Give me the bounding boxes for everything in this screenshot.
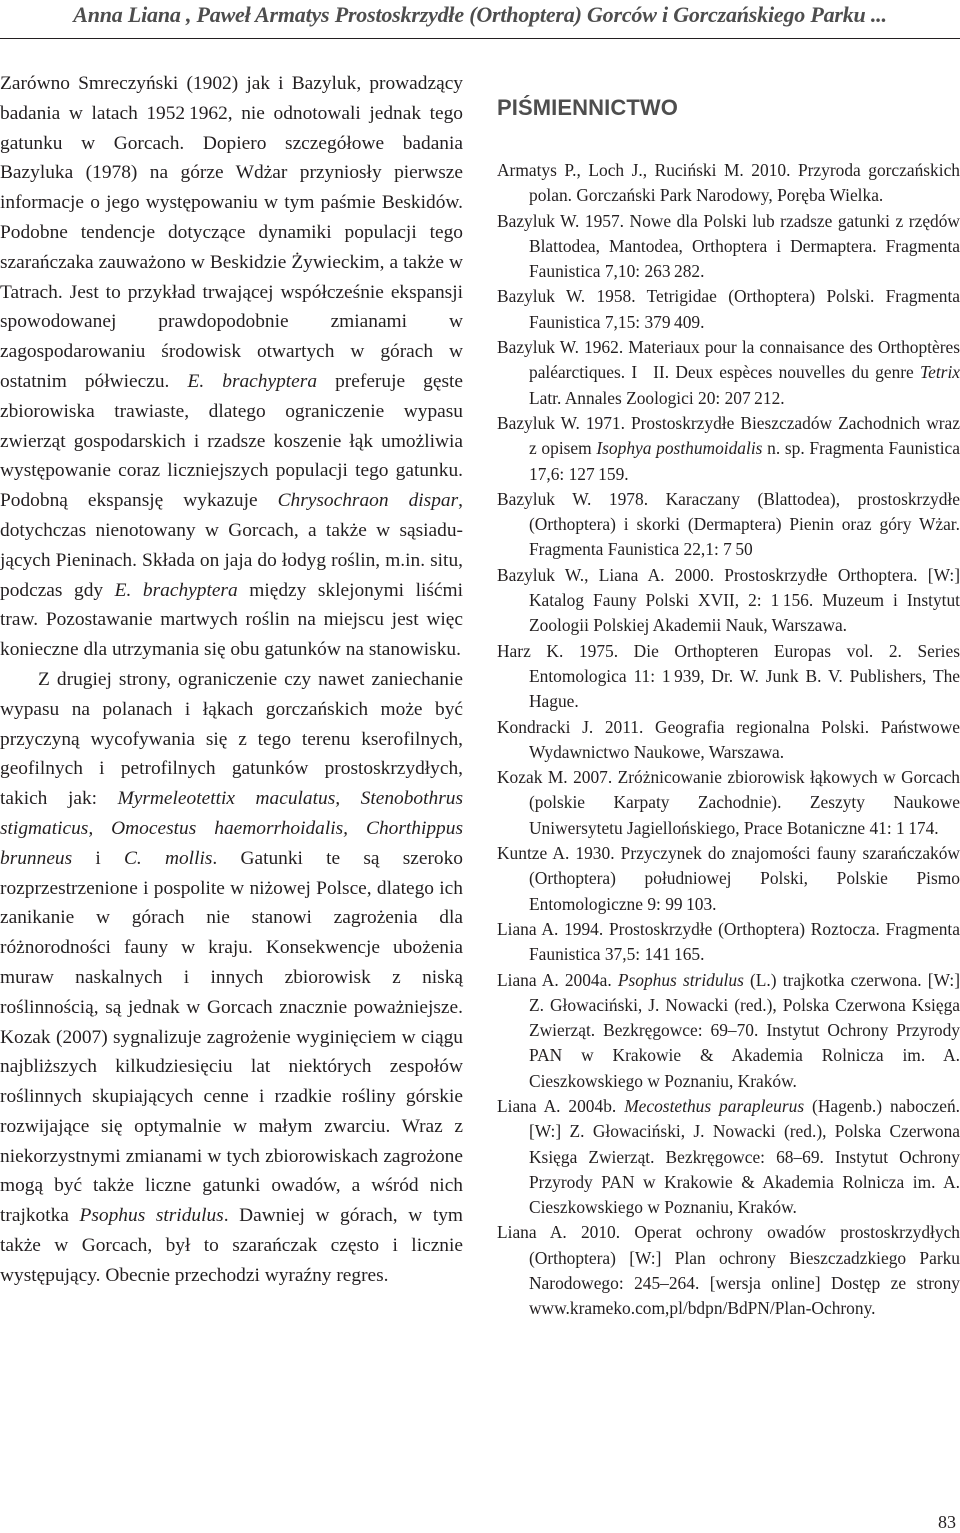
reference-text: Bazyluk W. 1971. Prostoskrzydłe Bieszczadów Zachodnich wraz z opisem: [497, 412, 960, 459]
reference-item: [497, 917, 960, 968]
paragraph-text: Zarówno Smreczyński (1902) jak i Bazyluk, prowadzący badania w latach 1952 1962, nie odnotowali jednak tego gatunku w Gorcach. Dopiero szczegółowe badania Bazyluka (1978) na górze Wdżar przyniosły pierwsze informacje o jego występowaniu w tym paśmie Beskidów. Podobne tendencje dotyczące dynamiki populacji tego szarańczaka zauważono w Beskidzie Żywieckim, a także w Tatrach. Jest to przykład trwającej współcześnie ekspansji spowodowanej prawdopodobnie zmianami w zagospodarowaniu środowisk otwartych w górach w ostatnim półwieczu.: [0, 73, 463, 392]
reference-text: Kozak M. 2007. Zróżnicowanie zbiorowisk łąkowych w Gorcach (polskie Karpaty Zachodnie). Zeszyty Naukowe Uniwersytetu Jagiellońskiego, Prace Botaniczne 41: 1 174.: [497, 767, 960, 838]
reference-text: Liana A. 2010. Operat ochrony owadów prostoskrzydłych (Orthoptera) [W:] Plan ochrony Bieszczadzkiego Parku Narodowego: 245–264. [wersja online] Dostęp ze strony www.krameko.com,pl/bdpn/BdPN/​Plan-Ochrony.: [497, 1222, 960, 1319]
paragraph-text: między sklejonymi liśćmi traw. Pozostawanie martwych roślin na miejscu jest więc konieczne dla utrzymania się obu gatunków na stanowisku.: [0, 579, 463, 661]
reference-text: Bazyluk W. 1958. Tetrigidae (Orthoptera) Polski. Fragmenta Faunistica 7,15: 379 409.: [497, 286, 960, 332]
paragraph-text: preferuje gęste zbiorowiska trawiaste, dlatego ograniczenie wypasu zwierząt gospodarskich i rzadsze koszenie łąk umożliwia występowanie coraz liczniejszych populacji tego gatunku. Podobną ekspansję wykazuje: [0, 370, 463, 512]
reference-item: [497, 1220, 960, 1321]
header-rule: [0, 38, 960, 39]
main-text-column: [0, 69, 463, 1291]
reference-italic: Psophus stridulus: [617, 969, 744, 990]
reference-text: Bazyluk W. 1978. Karaczany (Blattodea), prostoskrzydłe (Orthoptera) i skorki (Dermaptera) Pienin oraz góry Wżar. Fragmenta Faunistica 22,1: 7 50: [497, 488, 960, 560]
reference-text: Bazyluk W. 1962. Materiaux pour la connaisance des Orthoptères paléarctiques. I II. Deux espèces nouvelles du genre: [497, 337, 960, 383]
reference-text: Harz K. 1975. Die Orthopteren Europas vol. 2. Series Entomologica 11: 1 939, Dr. W. Junk B. V. Publishers, The Hague.: [497, 640, 960, 712]
reference-text: (L.) trajkotka czerwona. [W:] Z. Głowaciński, J. Nowacki (red.), Polska Czerwona Księga Zwierząt. Bezkręgowce: 69–70. Instytut Ochrony Przyrody PAN w Krakowie & Akademia Rolnicza im. A. Cieszkowskiego w Poznaniu, Kraków.: [529, 969, 960, 1091]
reference-italic: Isophya posthumoidalis: [596, 438, 763, 459]
reference-item: [497, 639, 960, 715]
species-name: Myrmeleotettix maculatus, Stenobothrus stigmaticus, Omocestus haemorrhoidalis, Chorthippus brunneus: [0, 788, 463, 869]
running-head: Anna Liana , Paweł Armatys Prostoskrzydłe (Orthoptera) Gorców i Gorczańskiego Parku ...: [73, 2, 887, 27]
reference-text: (Hagenb.) naboczeń. [W:] Z. Głowaciński, J. Nowacki (red.), Polska Czerwona Księga Zwierząt. Bezkręgowce: 68–69. Instytut Ochrony Przyrody PAN w Krakowie & Akademia Rolnicza im. A. Cieszkowskiego w Poznaniu, Kraków.: [529, 1095, 960, 1218]
species-name: C. mollis: [124, 847, 213, 869]
page-number: 83: [938, 1512, 956, 1532]
reference-item: [497, 841, 960, 917]
reference-item: [497, 335, 960, 411]
species-name: E. brachyptera: [114, 579, 238, 601]
reference-item: [497, 209, 960, 285]
species-name: E. brachyptera: [187, 370, 318, 392]
reference-text: n. sp. Fragmenta Faunistica 17,6: 127 159.: [529, 438, 960, 484]
body-paragraph: [0, 69, 463, 665]
reference-text: Armatys P., Loch J., Ruciński M. 2010. Przyroda gorczańskich polan. Gorczański Park Narodowy, Poręba Wielka.: [497, 160, 960, 206]
reference-item: [497, 487, 960, 563]
reference-text: Liana A. 2004a.: [497, 969, 618, 990]
reference-text: Kondracki J. 2011. Geografia regionalna Polski. Państwowe Wydawnictwo Naukowe, Warszawa.: [497, 716, 960, 762]
reference-text: Bazyluk W. 1957. Nowe dla Polski lub rzadsze gatunki z rzędów Blattodea, Mantodea, Orthoptera i Dermaptera. Fragmenta Faunistica 7,10: 263 282.: [497, 210, 960, 282]
reference-item: [497, 765, 960, 841]
reference-text: Liana A. 2004b.: [497, 1095, 625, 1116]
reference-italic: Tetrix: [920, 362, 960, 383]
reference-item: [497, 284, 960, 335]
references-heading: PIŚMIENNICTWO: [497, 95, 678, 120]
reference-item: [497, 563, 960, 639]
paragraph-text: . Dawniej w górach, w tym także w Gorcach, był to szarańczak często i licznie występujący. Obecnie przechodzi wyraźny regres.: [0, 1205, 463, 1286]
reference-item: [497, 1094, 960, 1220]
paragraph-text: i: [72, 847, 124, 869]
reference-italic: Mecostethus parapleurus: [624, 1095, 805, 1116]
reference-text: Bazyluk W., Liana A. 2000. Prostoskrzydłe Orthoptera. [W:] Katalog Fauny Polski XVII, 2: 1 156. Muzeum i Instytut Zoologii Polskiej Akademii Nauk, Warszawa.: [497, 564, 960, 636]
reference-item: [497, 411, 960, 487]
reference-text: Latr. Annales Zoologici 20: 207 212.: [529, 387, 785, 408]
paragraph-text: , dotychczas nienotowany w Gorcach, a także w sąsiadujących Pieninach. Składa on jaja do łodyg roślin, m.in. situ, podczas gdy: [0, 490, 464, 601]
species-name: Chrysochraon dispar: [277, 490, 459, 512]
species-name: Psophus stridulus: [79, 1205, 224, 1227]
reference-text: Liana A. 1994. Prostoskrzydłe (Orthoptera) Roztocza. Fragmenta Faunistica 37,5: 141 165.: [497, 918, 960, 965]
paragraph-text: . Gatunki te są szeroko rozprzestrzenione i pospolite w niżowej Polsce, dlatego ich zanikanie w górach nie stanowi zagrożenia dla różnorodności fauny w kraju. Konsekwencje ubożenia muraw naskalnych i innych zbiorowisk z niską roślinnością, są jednak w Gorcach znacznie poważniejsze. Kozak (2007) sygnalizuje zagrożenie wyginięciem w ciągu najbliższych kilkudziesięciu lat niektórych zespołów roślinnych skupiających cenne i rzadkie rośliny górskie rozwijające się optymalnie w małym zwarciu. Wraz z niekorzystnymi zmianami w tych zbiorowiskach zagrożone mogą być także liczne gatunki owadów, a wśród nich trajkotka: [0, 847, 463, 1227]
references-column: [497, 95, 960, 1322]
body-paragraph: [0, 665, 463, 1291]
reference-item: [497, 715, 960, 766]
reference-text: Kuntze A. 1930. Przyczynek do znajomości fauny szarańczaków (Orthoptera) południowej Polski, Polskie Pismo Entomologiczne 9: 99 103.: [497, 843, 960, 914]
reference-item: [497, 968, 960, 1094]
paragraph-text: Z drugiej strony, ograniczenie czy nawet zaniechanie wypasu na polanach i łąkach gorczańskich może być przyczyną wycofywania się z tego terenu kserofilnych, geofilnych i petrofilnych gatunków prostoskrzydłych, takich jak:: [0, 668, 463, 810]
reference-item: [497, 158, 960, 209]
